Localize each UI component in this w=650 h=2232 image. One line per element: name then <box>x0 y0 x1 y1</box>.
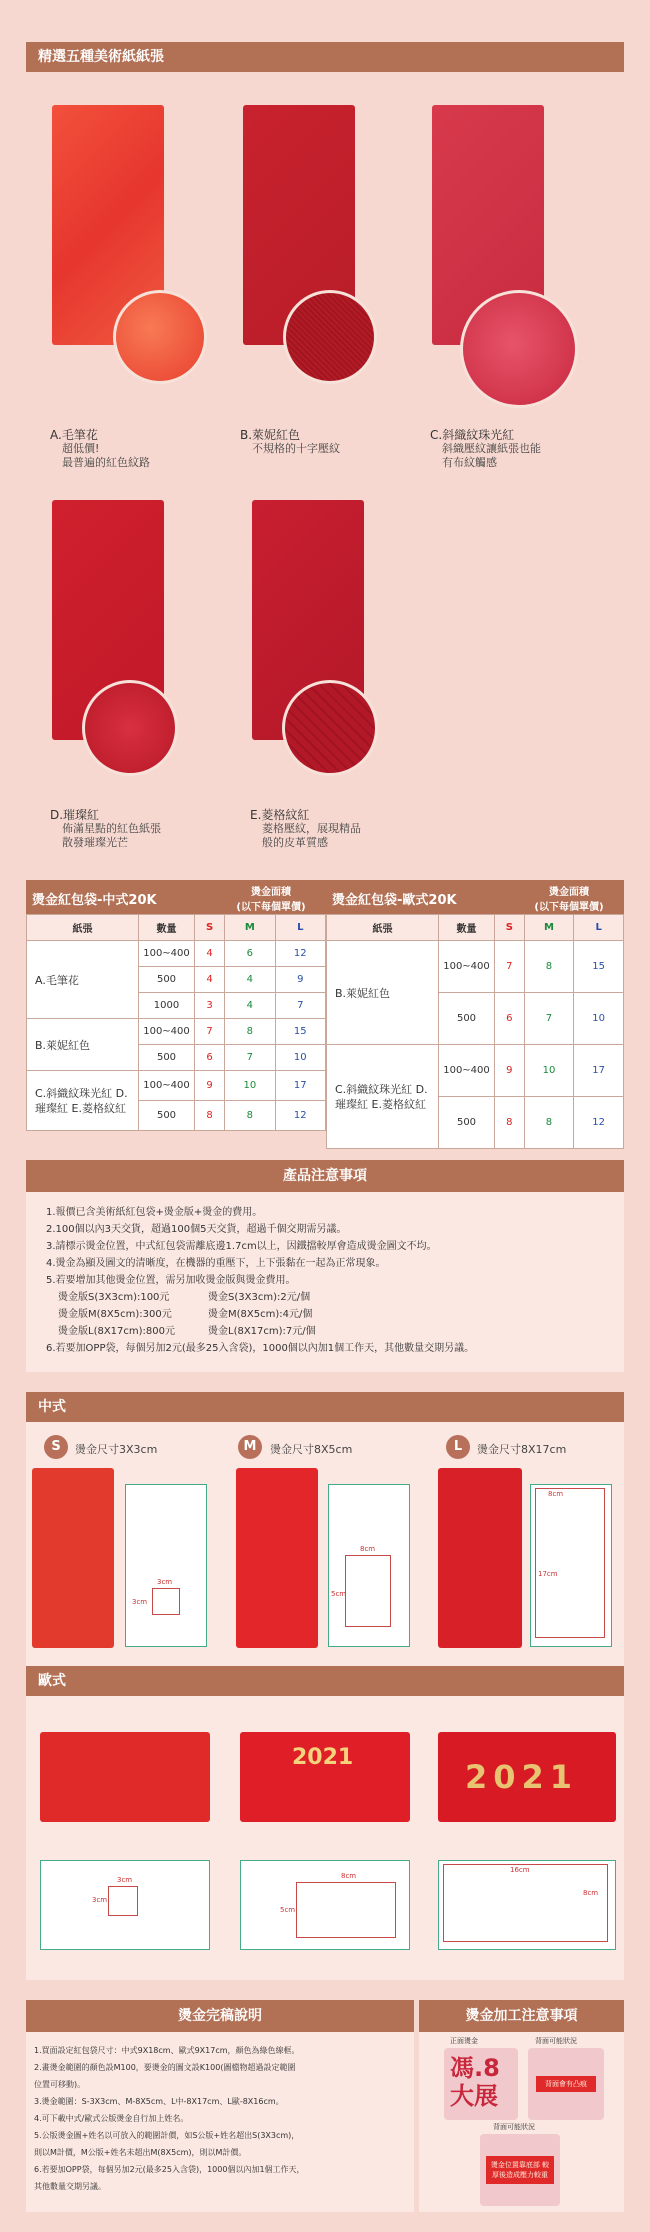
s-price: 7 <box>495 941 525 993</box>
dim-width: 8cm <box>548 1490 564 1498</box>
paper-c-desc: 斜織壓紋讓紙張也能 <box>442 442 541 455</box>
l-price: 12 <box>275 1101 325 1131</box>
s-price: 8 <box>195 1101 225 1131</box>
chinese-l-envelope <box>438 1468 522 1648</box>
qty: 500 <box>439 1097 495 1149</box>
price-table-chinese <box>26 914 326 1131</box>
l-price: 15 <box>275 1019 325 1045</box>
note-line: 2.100個以內3天交貨，超過100個5天交貨，超過千個交期需另議。 <box>46 1224 347 1235</box>
m-price: 8 <box>524 1097 574 1149</box>
section-paper-title: 精選五種美術紙紙張 <box>26 42 624 72</box>
qty: 100~400 <box>139 1019 195 1045</box>
paper-d-texture <box>82 680 178 776</box>
dim-width: 3cm <box>117 1876 133 1884</box>
col-l: L <box>574 915 624 941</box>
area-sublabel: (以下每個單價) <box>236 902 306 913</box>
m-price: 7 <box>225 1045 275 1071</box>
notes-panel <box>26 1192 624 1372</box>
paper-e-name: E.菱格紋紅 <box>250 808 310 822</box>
m-price: 8 <box>524 941 574 993</box>
l-price: 7 <box>275 993 325 1019</box>
dim-width: 8cm <box>341 1872 357 1880</box>
m-price: 10 <box>225 1071 275 1101</box>
m-price: 8 <box>225 1101 275 1131</box>
col-l: L <box>275 915 325 941</box>
s-size-label: 燙金尺寸3X3cm <box>75 1443 158 1456</box>
paper-c-caption <box>430 428 541 470</box>
western-l-area <box>443 1864 608 1942</box>
back-sample-2 <box>480 2134 560 2206</box>
western-s-area <box>108 1886 138 1916</box>
front-sample <box>444 2048 518 2120</box>
l-price: 17 <box>574 1045 624 1097</box>
m-price: 7 <box>524 993 574 1045</box>
s-price: 6 <box>495 993 525 1045</box>
row-paper-b: B.萊妮紅色 <box>327 941 439 1045</box>
m-size-label: 燙金尺寸8X5cm <box>270 1443 353 1456</box>
paper-e-texture <box>282 680 378 776</box>
qty: 500 <box>139 1045 195 1071</box>
paper-a-texture <box>113 290 207 384</box>
sample-text2: 大展 <box>450 2082 498 2110</box>
l-size-badge: L <box>446 1435 470 1459</box>
chinese-s-area <box>152 1588 180 1615</box>
area-sublabel: (以下每個單價) <box>534 902 604 913</box>
back-caption-2: 燙金位置靠底部 較厚後造成壓力較重 <box>486 2156 554 2184</box>
paper-a-desc: 超低價! <box>62 442 100 455</box>
note-line: 5.若要增加其他燙金位置，需另加收燙金版與燙金費用。 <box>46 1275 296 1286</box>
paper-a-desc2: 最普遍的紅色紋路 <box>62 456 150 469</box>
qty: 100~400 <box>139 941 195 967</box>
col-qty: 數量 <box>139 915 195 941</box>
s-price: 6 <box>195 1045 225 1071</box>
finish-line: 2.畫燙金範圍的顏色設M100，要燙金的圖文設K100(圖檔物超過設定範圍 <box>34 2063 296 2072</box>
s-price: 8 <box>495 1097 525 1149</box>
s-price: 4 <box>195 967 225 993</box>
finish-title: 燙金完稿說明 <box>26 2000 414 2032</box>
l-price: 17 <box>275 1071 325 1101</box>
plate-price: 燙金版M(8X5cm):300元 <box>58 1309 172 1320</box>
paper-a-name: A.毛筆花 <box>50 428 98 442</box>
col-paper: 紙張 <box>27 915 139 941</box>
m-price: 8 <box>225 1019 275 1045</box>
paper-b-texture <box>283 290 377 384</box>
l-price: 15 <box>574 941 624 993</box>
chinese-m-area <box>345 1555 391 1627</box>
dim-height: 5cm <box>331 1590 347 1598</box>
paper-d-caption <box>50 808 161 850</box>
paper-e-desc: 菱格壓紋，展現精品 <box>262 822 361 835</box>
finish-line: 1.買面設定紅包袋尺寸：中式9X18cm、歐式9X17cm，顏色為綠色線框。 <box>34 2046 300 2055</box>
s-price: 9 <box>495 1045 525 1097</box>
dim-height: 3cm <box>132 1598 148 1606</box>
s-price: 9 <box>195 1071 225 1101</box>
area-label: 燙金面積 <box>549 887 589 898</box>
chinese-s-template <box>125 1484 207 1647</box>
col-m: M <box>225 915 275 941</box>
l-price: 10 <box>275 1045 325 1071</box>
paper-e-desc2: 般的皮革質感 <box>262 836 328 849</box>
qty: 100~400 <box>139 1071 195 1101</box>
finish-line: 3.燙金範圍：S-3X3cm、M-8X5cm、L中-8X17cm、L歐-8X16cm。 <box>34 2097 284 2106</box>
finish-line: 4.可下載中式/歐式公版燙金自行加上姓名。 <box>34 2114 189 2123</box>
western-l-year: 2021 <box>465 1758 579 1796</box>
paper-b-name: B.萊妮紅色 <box>240 428 301 442</box>
paper-d-name: D.璀璨紅 <box>50 808 100 822</box>
back-sample <box>528 2048 604 2120</box>
finish-line: 其他數量交期另議。 <box>34 2182 106 2191</box>
note-line: 1.報價已含美術紙紅包袋+燙金版+燙金的費用。 <box>46 1207 263 1218</box>
qty: 500 <box>139 967 195 993</box>
row-paper-cde: C.斜織紋珠光紅 D.璀璨紅 E.菱格紋紅 <box>327 1045 439 1149</box>
row-paper-cde: C.斜織紋珠光紅 D.璀璨紅 E.菱格紋紅 <box>27 1071 139 1131</box>
stamp-price: 燙金S(3X3cm):2元/個 <box>208 1292 311 1303</box>
dim-height: 8cm <box>583 1889 599 1897</box>
dim-width: 3cm <box>157 1578 173 1586</box>
plate-price: 燙金版L(8X17cm):800元 <box>58 1326 176 1337</box>
chinese-m-envelope <box>236 1468 318 1648</box>
price-left-area <box>216 883 326 913</box>
qty: 1000 <box>139 993 195 1019</box>
western-s-envelope <box>40 1732 210 1822</box>
m-price: 6 <box>225 941 275 967</box>
chinese-l-area <box>535 1488 605 1638</box>
western-m-area <box>296 1882 396 1938</box>
area-label: 燙金面積 <box>251 887 291 898</box>
back-label: 背面可能狀況 <box>535 2037 577 2045</box>
chinese-title: 中式 <box>26 1392 624 1422</box>
paper-d-desc2: 散發璀璨光芒 <box>62 836 128 849</box>
paper-b-desc: 不規格的十字壓紋 <box>252 442 340 455</box>
price-header <box>26 880 624 914</box>
notes-title: 產品注意事項 <box>26 1160 624 1192</box>
col-qty: 數量 <box>439 915 495 941</box>
paper-e-caption <box>250 808 361 850</box>
stamp-price: 燙金L(8X17cm):7元/個 <box>208 1326 316 1337</box>
back-caption: 背面會有凸痕 <box>536 2076 596 2092</box>
finish-panel <box>26 2032 414 2212</box>
s-price: 3 <box>195 993 225 1019</box>
qty: 500 <box>439 993 495 1045</box>
stamp-price: 燙金M(8X5cm):4元/個 <box>208 1309 313 1320</box>
finish-line: 6.若要加OPP袋，每個另加2元(最多25入含袋)，1000個以內加1個工作天， <box>34 2165 305 2174</box>
paper-c-texture <box>460 290 578 408</box>
plate-price: 燙金版S(3X3cm):100元 <box>58 1292 170 1303</box>
col-s: S <box>195 915 225 941</box>
note-line: 4.燙金為顯及圖文的清晰度，在機器的重壓下，上下張黏在一起為正常現象。 <box>46 1258 386 1269</box>
process-title: 燙金加工注意事項 <box>419 2000 624 2032</box>
l-size-label: 燙金尺寸8X17cm <box>477 1443 567 1456</box>
price-right-title: 燙金紅包袋-歐式20K <box>332 893 457 908</box>
m-size-badge: M <box>238 1435 262 1459</box>
sample-text: 馮.8 <box>450 2054 500 2082</box>
qty: 100~400 <box>439 1045 495 1097</box>
col-paper: 紙張 <box>327 915 439 941</box>
price-right-area <box>514 883 624 913</box>
s-size-badge: S <box>44 1435 68 1459</box>
s-price: 4 <box>195 941 225 967</box>
finish-line: 則以M計價，M公版+姓名未超出M(8X5cm)，則以M計價。 <box>34 2148 247 2157</box>
note-line: 6.若要加OPP袋，每個另加2元(最多25入含袋)，1000個以內加1個工作天，其他數量交期另議。 <box>46 1343 475 1354</box>
l-price: 9 <box>275 967 325 993</box>
dim-height: 3cm <box>92 1896 108 1904</box>
l-price: 12 <box>275 941 325 967</box>
paper-d-desc: 佈滿星點的紅色紙張 <box>62 822 161 835</box>
price-table-western <box>326 914 624 1149</box>
paper-c-desc2: 有布紋觸感 <box>442 456 497 469</box>
qty: 500 <box>139 1101 195 1131</box>
row-paper-b: B.萊妮紅色 <box>27 1019 139 1071</box>
row-paper-a: A.毛筆花 <box>27 941 139 1019</box>
paper-c-name: C.斜織紋珠光紅 <box>430 428 515 442</box>
paper-b-caption <box>240 428 340 456</box>
dim-height: 17cm <box>538 1570 558 1578</box>
western-title: 歐式 <box>26 1666 624 1696</box>
note-line: 3.請標示燙金位置，中式紅包袋需離底邊1.7cm以上，因鐵擋較厚會造成燙金圖文不均。 <box>46 1241 437 1252</box>
paper-a-caption <box>50 428 150 470</box>
finish-line: 位置可移動)。 <box>34 2080 86 2089</box>
m-price: 10 <box>524 1045 574 1097</box>
finish-line: 5.公版燙金圖+姓名以可放入的範圍計價，如S公版+姓名超出S(3X3cm)， <box>34 2131 300 2140</box>
front-label: 正面燙金 <box>450 2037 478 2045</box>
l-price: 12 <box>574 1097 624 1149</box>
col-s: S <box>495 915 525 941</box>
qty: 100~400 <box>439 941 495 993</box>
back-label-2: 背面可能狀況 <box>493 2123 535 2131</box>
western-m-year: 2021 <box>292 1745 354 1770</box>
dim-width: 16cm <box>510 1866 530 1874</box>
l-price: 10 <box>574 993 624 1045</box>
chinese-s-envelope <box>32 1468 114 1648</box>
dim-height: 5cm <box>280 1906 296 1914</box>
price-left-title: 燙金紅包袋-中式20K <box>32 893 157 908</box>
m-price: 4 <box>225 993 275 1019</box>
m-price: 4 <box>225 967 275 993</box>
col-m: M <box>524 915 574 941</box>
s-price: 7 <box>195 1019 225 1045</box>
dim-width: 8cm <box>360 1545 376 1553</box>
